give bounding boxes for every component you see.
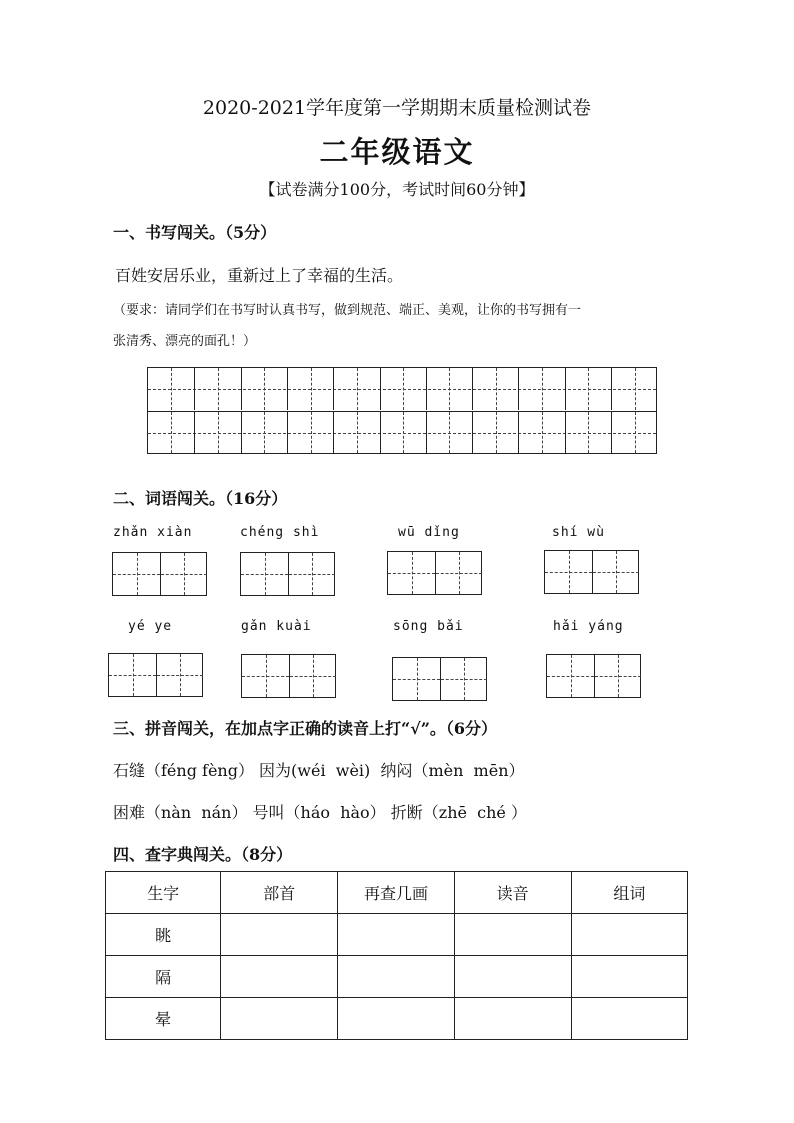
char-cell: 眺 bbox=[106, 914, 221, 956]
grid-guide-line bbox=[595, 676, 641, 677]
column-header: 组词 bbox=[571, 872, 687, 914]
grid-guide-line bbox=[547, 676, 594, 677]
answer-cell[interactable] bbox=[221, 998, 338, 1040]
grid-guide-line bbox=[109, 675, 156, 676]
character-cell[interactable] bbox=[288, 553, 335, 595]
column-header: 生字 bbox=[106, 872, 221, 914]
pinyin-choice-line1: 石缝（féng fèng） 因为(wéi wèi) 纳闷（mèn mēn） bbox=[113, 761, 525, 780]
writing-cell[interactable] bbox=[241, 368, 287, 410]
section1-note-line2: 张清秀、漂亮的面孔！） bbox=[113, 334, 257, 349]
grid-guide-line bbox=[171, 412, 172, 453]
word-answer-box[interactable] bbox=[108, 653, 203, 697]
answer-cell[interactable] bbox=[571, 914, 687, 956]
writing-cell[interactable] bbox=[194, 368, 240, 410]
answer-cell[interactable] bbox=[338, 956, 454, 998]
pinyin-label: yé ye bbox=[128, 619, 173, 634]
grid-guide-line bbox=[388, 573, 435, 574]
grid-guide-line bbox=[593, 572, 639, 573]
grid-guide-line bbox=[218, 368, 219, 410]
answer-cell[interactable] bbox=[221, 956, 338, 998]
section4-heading: 四、查字典闯关。（8分） bbox=[113, 845, 293, 864]
writing-grid[interactable] bbox=[147, 367, 657, 454]
grid-guide-line bbox=[635, 368, 636, 410]
dictionary-table bbox=[105, 871, 688, 1040]
grid-guide-line bbox=[449, 368, 450, 410]
exam-subtitle: 【试卷满分100分，考试时间60分钟】 bbox=[259, 180, 535, 199]
word-answer-box[interactable] bbox=[387, 551, 482, 595]
grid-guide-line bbox=[264, 368, 265, 410]
section2-heading: 二、词语闯关。（16分） bbox=[113, 489, 288, 508]
answer-cell[interactable] bbox=[571, 998, 687, 1040]
answer-cell[interactable] bbox=[221, 914, 338, 956]
pinyin-label: hǎi yáng bbox=[553, 619, 624, 634]
exam-title: 二年级语文 bbox=[319, 135, 475, 169]
grid-guide-line bbox=[545, 572, 592, 573]
character-cell[interactable] bbox=[440, 658, 487, 700]
pinyin-label: chéng shì bbox=[240, 525, 320, 540]
word-answer-box[interactable] bbox=[112, 552, 207, 596]
grid-guide-line bbox=[161, 574, 207, 575]
answer-cell[interactable] bbox=[454, 914, 571, 956]
section1-heading: 一、书写闯关。（5分） bbox=[113, 223, 277, 242]
pinyin-label: shí wù bbox=[552, 525, 605, 540]
answer-cell[interactable] bbox=[338, 914, 454, 956]
writing-cell[interactable] bbox=[194, 412, 240, 453]
char-cell: 晕 bbox=[106, 998, 221, 1040]
answer-cell[interactable] bbox=[454, 956, 571, 998]
grid-guide-line bbox=[218, 412, 219, 453]
grid-guide-line bbox=[289, 574, 335, 575]
writing-cell[interactable] bbox=[518, 412, 564, 453]
grid-guide-line bbox=[290, 676, 336, 677]
writing-cell[interactable] bbox=[426, 412, 472, 453]
table-row bbox=[106, 956, 688, 998]
writing-cell[interactable] bbox=[241, 412, 287, 453]
table-header-row bbox=[106, 872, 688, 914]
answer-cell[interactable] bbox=[338, 998, 454, 1040]
word-answer-box[interactable] bbox=[241, 654, 336, 698]
writing-cell[interactable] bbox=[148, 368, 194, 410]
grid-guide-line bbox=[242, 676, 289, 677]
character-cell[interactable] bbox=[156, 654, 203, 696]
section1-note-line1: （要求：请同学们在书写时认真书写，做到规范、端正、美观，让你的书写拥有一 bbox=[113, 303, 582, 318]
writing-cell[interactable] bbox=[148, 412, 194, 453]
writing-cell[interactable] bbox=[287, 368, 333, 410]
writing-cell[interactable] bbox=[472, 368, 518, 410]
grid-guide-line bbox=[171, 368, 172, 410]
word-answer-box[interactable] bbox=[546, 654, 641, 698]
writing-cell[interactable] bbox=[611, 412, 657, 453]
writing-grid-row bbox=[148, 411, 656, 453]
grid-guide-line bbox=[403, 368, 404, 410]
grid-guide-line bbox=[436, 573, 482, 574]
word-answer-box[interactable] bbox=[392, 657, 487, 701]
char-cell: 隔 bbox=[106, 956, 221, 998]
character-cell[interactable] bbox=[592, 551, 639, 593]
column-header: 再查几画 bbox=[338, 872, 454, 914]
character-cell[interactable] bbox=[545, 551, 592, 593]
character-cell[interactable] bbox=[160, 553, 207, 595]
section1-sentence: 百姓安居乐业，重新过上了幸福的生活。 bbox=[115, 266, 404, 285]
writing-grid-row bbox=[148, 368, 656, 410]
grid-guide-line bbox=[496, 412, 497, 453]
answer-cell[interactable] bbox=[454, 998, 571, 1040]
character-cell[interactable] bbox=[388, 552, 435, 594]
grid-guide-line bbox=[588, 412, 589, 453]
table-row bbox=[106, 998, 688, 1040]
pinyin-choice-line2: 困难（nàn nán） 号叫（háo hào） 折断（zhē ché ） bbox=[113, 803, 527, 822]
character-cell[interactable] bbox=[393, 658, 440, 700]
pinyin-label: gǎn kuài bbox=[241, 619, 312, 634]
pinyin-label: wū dǐng bbox=[398, 525, 460, 540]
writing-cell[interactable] bbox=[333, 412, 379, 453]
grid-guide-line bbox=[311, 368, 312, 410]
grid-guide-line bbox=[403, 412, 404, 453]
grid-guide-line bbox=[157, 675, 203, 676]
character-cell[interactable] bbox=[109, 654, 156, 696]
table-row bbox=[106, 914, 688, 956]
character-cell[interactable] bbox=[435, 552, 482, 594]
writing-cell[interactable] bbox=[565, 412, 611, 453]
writing-cell[interactable] bbox=[380, 412, 426, 453]
writing-cell[interactable] bbox=[287, 412, 333, 453]
answer-cell[interactable] bbox=[571, 956, 687, 998]
character-cell[interactable] bbox=[241, 553, 288, 595]
grid-guide-line bbox=[241, 574, 288, 575]
grid-guide-line bbox=[393, 679, 440, 680]
column-header: 读音 bbox=[454, 872, 571, 914]
writing-cell[interactable] bbox=[333, 368, 379, 410]
grid-guide-line bbox=[264, 412, 265, 453]
character-cell[interactable] bbox=[547, 655, 594, 697]
section3-heading: 三、拼音闯关，在加点字正确的读音上打“√”。（6分） bbox=[113, 719, 498, 738]
grid-guide-line bbox=[542, 412, 543, 453]
word-answer-box[interactable] bbox=[544, 550, 639, 594]
grid-guide-line bbox=[496, 368, 497, 410]
character-cell[interactable] bbox=[242, 655, 289, 697]
grid-guide-line bbox=[311, 412, 312, 453]
writing-cell[interactable] bbox=[565, 368, 611, 410]
grid-guide-line bbox=[449, 412, 450, 453]
exam-header-line: 2020-2021学年度第一学期期末质量检测试卷 bbox=[202, 97, 592, 119]
writing-cell[interactable] bbox=[426, 368, 472, 410]
writing-cell[interactable] bbox=[518, 368, 564, 410]
grid-guide-line bbox=[588, 368, 589, 410]
pinyin-label: zhǎn xiàn bbox=[113, 525, 193, 540]
writing-cell[interactable] bbox=[611, 368, 657, 410]
grid-guide-line bbox=[357, 368, 358, 410]
writing-cell[interactable] bbox=[472, 412, 518, 453]
writing-cell[interactable] bbox=[380, 368, 426, 410]
grid-guide-line bbox=[113, 574, 160, 575]
grid-guide-line bbox=[357, 412, 358, 453]
grid-guide-line bbox=[441, 679, 487, 680]
grid-guide-line bbox=[542, 368, 543, 410]
grid-guide-line bbox=[635, 412, 636, 453]
character-cell[interactable] bbox=[594, 655, 641, 697]
column-header: 部首 bbox=[221, 872, 338, 914]
character-cell[interactable] bbox=[113, 553, 160, 595]
word-answer-box[interactable] bbox=[240, 552, 335, 596]
character-cell[interactable] bbox=[289, 655, 336, 697]
pinyin-label: sōng bǎi bbox=[393, 619, 464, 634]
